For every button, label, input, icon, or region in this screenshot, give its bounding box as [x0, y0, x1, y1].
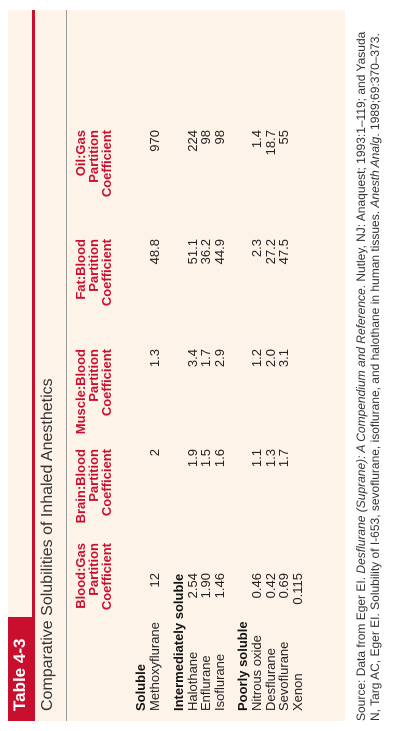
table-cell: 3.1 [276, 349, 291, 368]
header-divider [32, 10, 35, 721]
table-cell: 98 [198, 130, 213, 145]
table-cell: 0.69 [276, 573, 291, 599]
column-header-line: Fat:Blood [73, 239, 88, 300]
table-cell: 18.7 [262, 130, 278, 156]
source-note [355, 21, 382, 721]
table-cell: 1.9 [184, 449, 200, 468]
table-cell: 44.9 [211, 239, 227, 265]
row-label: Isoflurane [211, 653, 227, 711]
group-label: Soluble [133, 664, 148, 711]
column-header-line: Partition [86, 349, 101, 402]
column-header-line: Coefficient [99, 349, 114, 417]
table-cell: 2.3 [249, 239, 264, 258]
column-header-line: Oil:Gas [73, 130, 88, 177]
table-panel [8, 10, 345, 721]
row-label: Xenon [289, 673, 305, 711]
row-label: Methoxyflurane [147, 622, 162, 711]
column-header [74, 349, 113, 439]
table-label: Table 4-3 [8, 617, 32, 721]
row-label: Nitrous oxide [249, 635, 264, 711]
table-cell: 2.9 [211, 349, 227, 368]
column-header [74, 543, 113, 633]
column-header-line: Muscle:Blood [73, 349, 88, 435]
table-cell: 48.8 [147, 239, 162, 265]
title-rule [66, 10, 67, 721]
column-header-line: Brain:Blood [73, 449, 88, 524]
table-cell: 0.115 [289, 573, 305, 605]
table-cell: 51.1 [184, 239, 200, 265]
column-header [74, 449, 113, 539]
table-cell: 27.2 [262, 239, 278, 265]
table-title: Comparative Solubilities of Inhaled Anesthetics [39, 378, 56, 711]
table-cell: 2.0 [262, 349, 278, 368]
table-cell: 1.7 [198, 349, 213, 368]
column-header-line: Coefficient [99, 449, 114, 517]
table-cell: 47.5 [276, 239, 291, 265]
group-label: Intermediately soluble [170, 573, 186, 711]
table-cell: 1.4 [249, 130, 264, 149]
source-text-3: . 1989;69:370–373. [367, 33, 382, 137]
column-header-line: Blood:Gas [73, 543, 88, 609]
table-cell: 12 [147, 573, 162, 588]
column-header-line: Partition [86, 543, 101, 596]
table-cell: 1.3 [147, 349, 162, 368]
table-cell: 1.90 [198, 573, 213, 599]
table-cell: 3.4 [184, 349, 200, 368]
column-header-line: Coefficient [99, 543, 114, 611]
source-journal-italic: Anesth Analg [367, 136, 382, 208]
table-cell: 1.46 [211, 573, 227, 599]
table-cell: 2 [147, 449, 162, 457]
table-cell: 0.46 [249, 573, 264, 599]
row-label: Desflurane [262, 648, 278, 711]
column-header-line: Partition [86, 449, 101, 502]
table-cell: 1.2 [249, 349, 264, 368]
column-header-line: Coefficient [99, 239, 114, 307]
group-label: Poorly soluble [235, 621, 250, 711]
table-cell: 1.5 [198, 449, 213, 468]
table-cell: 55 [276, 130, 291, 145]
column-header [74, 130, 113, 220]
source-title-italic: Desflurane (Suprane): A Compendium and Reference [354, 288, 368, 574]
row-label: Halothane [184, 651, 200, 711]
column-header-line: Partition [86, 130, 101, 183]
table-cell: 970 [147, 130, 162, 152]
table-cell: 0.42 [262, 573, 278, 599]
row-label: Enflurane [198, 655, 213, 711]
column-header-line: Partition [86, 239, 101, 292]
table-cell: 2.54 [184, 573, 200, 599]
column-header [74, 239, 113, 329]
table-cell: 1.6 [211, 449, 227, 468]
source-text-2: . Nutley, NJ: Anaquest; 1993:1–119; and Yasuda N, Targ AC, Eger EI. Solubility of I-653, sevoflurane, isoflurane, and halothane in human tissues. [354, 31, 382, 721]
table-cell: 36.2 [198, 239, 213, 265]
table-cell: 224 [184, 130, 200, 152]
row-label: Sevoflurane [276, 641, 291, 711]
table-cell: 1.3 [262, 449, 278, 468]
table-cell: 1.1 [249, 449, 264, 468]
source-text-1: Source: Data from Eger EI. [354, 573, 368, 721]
table-cell: 1.7 [276, 449, 291, 468]
column-header-line: Coefficient [99, 130, 114, 198]
table-cell: 98 [211, 130, 227, 145]
